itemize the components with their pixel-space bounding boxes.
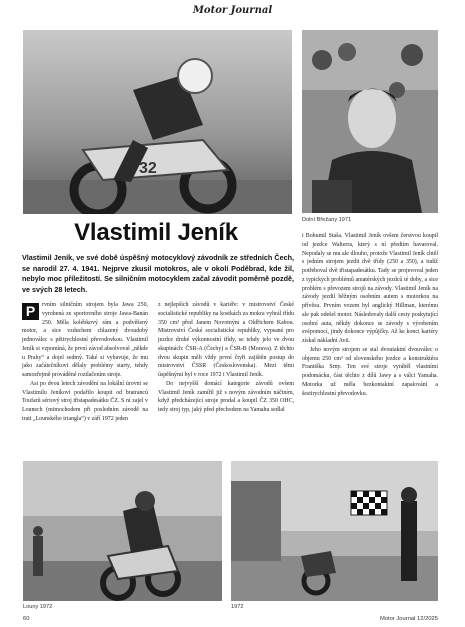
masthead — [0, 0, 465, 22]
article-title: Vlastimil Jeník — [74, 219, 238, 246]
photo-louny-race — [23, 461, 222, 601]
column-2-paragraph-1: z nejlepších závodů v kariéře: v mistrovství České socialistické republiky na kostkách za mokra vyhrál třídu 350 cm³ před Janem Novotným a Oldřichem Kabou. Mistrovství České socialistické republiky, vypsané pro jezdce druhé výkonnostní třídy, se tehdy jelo ve dvou skupinách: ČSR-A (Čechy) a ČSR-B (Morava). Z těchto dvou skupin měli vždy první čtyři zajištěn postup do mistrovství ČSSR (Československa). Mezi těmi úspěšnými byl v roce 1972 i Vlastimil Jeník. — [158, 302, 294, 378]
column-3 — [302, 232, 438, 398]
photo-racer-leaning — [23, 30, 292, 214]
column-3-paragraph-1: i Bohumil Staša. Vlastimil Jeník ovšem čerstvou koupil od jezdce Walterra, který s ní předtím havaroval. Nepodaly se mu ale dlouho, protože Vlastimil Jeník chtěl s jedním strojem jezdit dvě třídy (250 a 350), a tudíž potřeboval dvě třistapadesátku. Tady se projevoval jeden z typických problémů amatérských jezdců té doby, a sice problém s převozem strojů na závody. Vlastimil Jeník na závody jezdil běžným osobním autem s motorkou na přívěsu. Prvním vozem byl anglický Hillman, kterému ale pak odešel motor. Následovaly další cesty poskytující osobní auta, někdy dokonce se závody s výrobením svépomocí, jindy dokonce výpůjčky. Až ke konci kariéry získal nákladní Avii. — [302, 233, 438, 344]
column-1 — [22, 301, 148, 424]
column-1-paragraph-1: rvním silničním strojem byla Jawa 250, vyrobená ze sportovního stroje Jawa-Banán 250. Měla kolébkový rám a podvěšený motor, a sice vzduchem chlazený dvoudobý jednoválec s pětirychlostní převodovkou. Vlastimil Jeník si vzpomíná, že první závod absolvoval „někde u Prahy“ a dojel sedmý. Také si vybavuje, že mu jako začátečníkovi dělaly problémy starty, tehdy samozřejmě prováděné roztlačením stroje. — [22, 302, 148, 378]
svg-text:32: 32 — [139, 160, 157, 177]
column-2-paragraph-2: Do nejvyšší domácí kategorie závodů ovšem Vlastimil Jeník zamířil již s novým závodním náčiním, když předcházející stroje prodal a koupil ČZ 350 OHC, tedy stroj typ, jaký před přechodem na Yamahu sedlal — [158, 380, 294, 413]
drop-cap: P — [22, 303, 39, 320]
masthead-logo: Motor Journal — [192, 5, 273, 16]
caption-top-right: Dolní Břežany 1971 — [302, 217, 352, 223]
caption-bottom-right: 1972 — [231, 604, 244, 610]
issue-label: Motor Journal 12/2025 — [379, 616, 438, 622]
article-lead: Vlastimil Jeník, ve své době úspěšný motocyklový závodník ze středních Čech, se narodil 27. 4. 1941. Nejprve zkusil motokros, ale v okolí Poděbrad, kde žil, nebylo moc příležitostí. Se silničním motocyklem začal závodit poměrně pozdě, ve svých 28 letech. — [22, 253, 294, 294]
page-number: 60 — [23, 616, 30, 622]
checkered-flag-icon — [351, 491, 387, 515]
column-3-paragraph-2: Jeho novým strojem se stal dvoutaktní dvouválec o objemu 250 cm³ od slovenského jezdce a konstruktéra Františka Srny. Ten své stroje vyráběl vlastními podomácku, část těchto z dílů Jawy a s válci Yamaha. Motorka už měla bezkontaktní zapalování a šestirychlostní převodovku. — [302, 346, 438, 397]
photo-finish-flag — [231, 461, 438, 601]
column-1-paragraph-2: Asi po dvou letech závodění na lokální úrovni se Vlastimilu Jeníkovi podařilo koupit od bratranců Toufarů sériový stroj třistapadesátku ČZ. S ní zajel v Lounech (mimochodem při posledním závodě na trati „Lounského triangla“) v září 1972 jeden — [22, 380, 148, 422]
caption-bottom-left: Louny 1972 — [23, 604, 53, 610]
photo-portrait — [302, 30, 438, 213]
column-2 — [158, 301, 294, 415]
